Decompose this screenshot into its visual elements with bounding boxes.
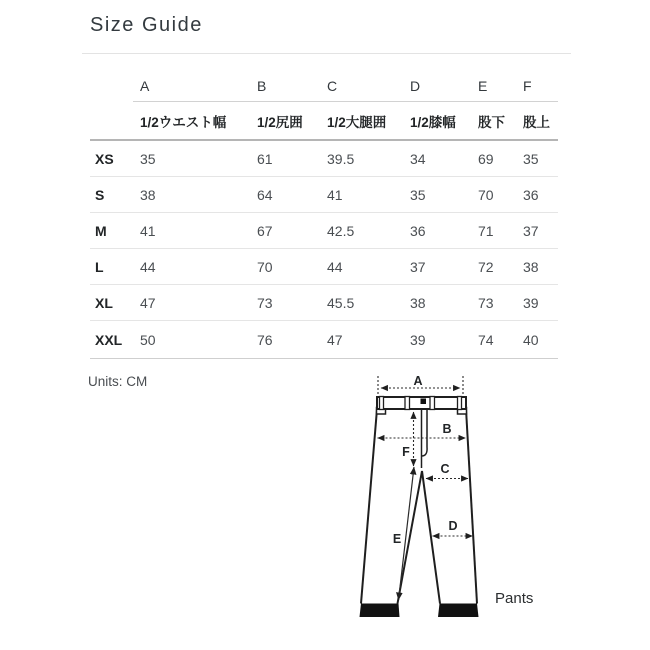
cell-value: 47	[140, 294, 156, 311]
column-letter-e: E	[478, 78, 488, 94]
cell-value: 41	[140, 222, 156, 239]
table-subheader-row	[90, 102, 558, 141]
cell-value: 45.5	[327, 294, 355, 311]
column-label-thigh: 1/2大腿囲	[327, 114, 387, 130]
table-row-l	[90, 249, 558, 285]
table-row-s	[90, 177, 558, 213]
cell-value: 67	[257, 222, 273, 239]
dim-label-d: D	[448, 519, 458, 533]
cell-value: 38	[140, 186, 156, 203]
column-label-rise: 股上	[523, 114, 550, 130]
cell-value: 74	[478, 331, 494, 348]
column-letter-a: A	[140, 78, 150, 94]
cell-value: 44	[327, 258, 343, 275]
header-spacer	[90, 70, 140, 102]
table-row-xs	[90, 141, 558, 177]
column-label-inseam: 股下	[478, 114, 505, 130]
cell-value: 50	[140, 331, 156, 348]
size-label: M	[95, 222, 107, 239]
right-cuff-icon	[438, 604, 479, 618]
page-title: Size Guide	[90, 14, 203, 36]
cell-value: 41	[327, 186, 343, 203]
column-letter-d: D	[410, 78, 421, 94]
cell-value: 69	[478, 150, 494, 167]
cell-value: 38	[523, 258, 539, 275]
dim-label-e: E	[392, 532, 402, 546]
title-divider	[82, 53, 571, 54]
cell-value: 72	[478, 258, 494, 275]
size-label: XXL	[95, 331, 123, 348]
dim-label-c: C	[440, 462, 450, 476]
table-row-xl	[90, 285, 558, 321]
cell-value: 34	[410, 150, 426, 167]
size-label: S	[95, 186, 105, 203]
cell-value: 35	[410, 186, 426, 203]
cell-value: 42.5	[327, 222, 355, 239]
cell-value: 37	[410, 258, 426, 275]
cell-value: 39.5	[327, 150, 355, 167]
cell-value: 40	[523, 331, 539, 348]
table-row-m	[90, 213, 558, 249]
cell-value: 35	[523, 150, 539, 167]
diagram-caption: Pants	[495, 590, 534, 607]
column-letter-c: C	[327, 78, 338, 94]
cell-value: 47	[327, 331, 343, 348]
cell-value: 36	[410, 222, 426, 239]
cell-value: 35	[140, 150, 156, 167]
cell-value: 70	[478, 186, 494, 203]
cell-value: 37	[523, 222, 539, 239]
size-label: XL	[95, 294, 113, 311]
subheader-spacer	[90, 102, 140, 139]
units-label: Units: CM	[88, 374, 148, 389]
cell-value: 71	[478, 222, 494, 239]
cell-value: 73	[257, 294, 273, 311]
table-header-row	[90, 70, 558, 102]
dim-label-b: B	[442, 422, 452, 436]
cell-value: 73	[478, 294, 494, 311]
header-underline	[133, 101, 558, 102]
cell-value: 39	[410, 331, 426, 348]
dim-label-f: F	[402, 445, 410, 459]
cell-value: 76	[257, 331, 273, 348]
size-label: XS	[95, 150, 114, 167]
column-label-knee: 1/2膝幅	[410, 114, 456, 130]
cell-value: 39	[523, 294, 539, 311]
cell-value: 36	[523, 186, 539, 203]
column-letter-f: F	[523, 78, 532, 94]
dim-label-a: A	[413, 374, 423, 388]
column-label-waist: 1/2ウエスト幅	[140, 114, 227, 130]
left-cuff-icon	[360, 604, 400, 618]
size-label: L	[95, 258, 104, 275]
table-row-xxl	[90, 321, 558, 359]
size-table	[90, 70, 558, 359]
cell-value: 61	[257, 150, 273, 167]
cell-value: 44	[140, 258, 156, 275]
pants-measurement-diagram	[350, 372, 550, 630]
column-label-hip: 1/2尻囲	[257, 114, 303, 130]
column-letter-b: B	[257, 78, 267, 94]
cell-value: 70	[257, 258, 273, 275]
cell-value: 64	[257, 186, 273, 203]
cell-value: 38	[410, 294, 426, 311]
